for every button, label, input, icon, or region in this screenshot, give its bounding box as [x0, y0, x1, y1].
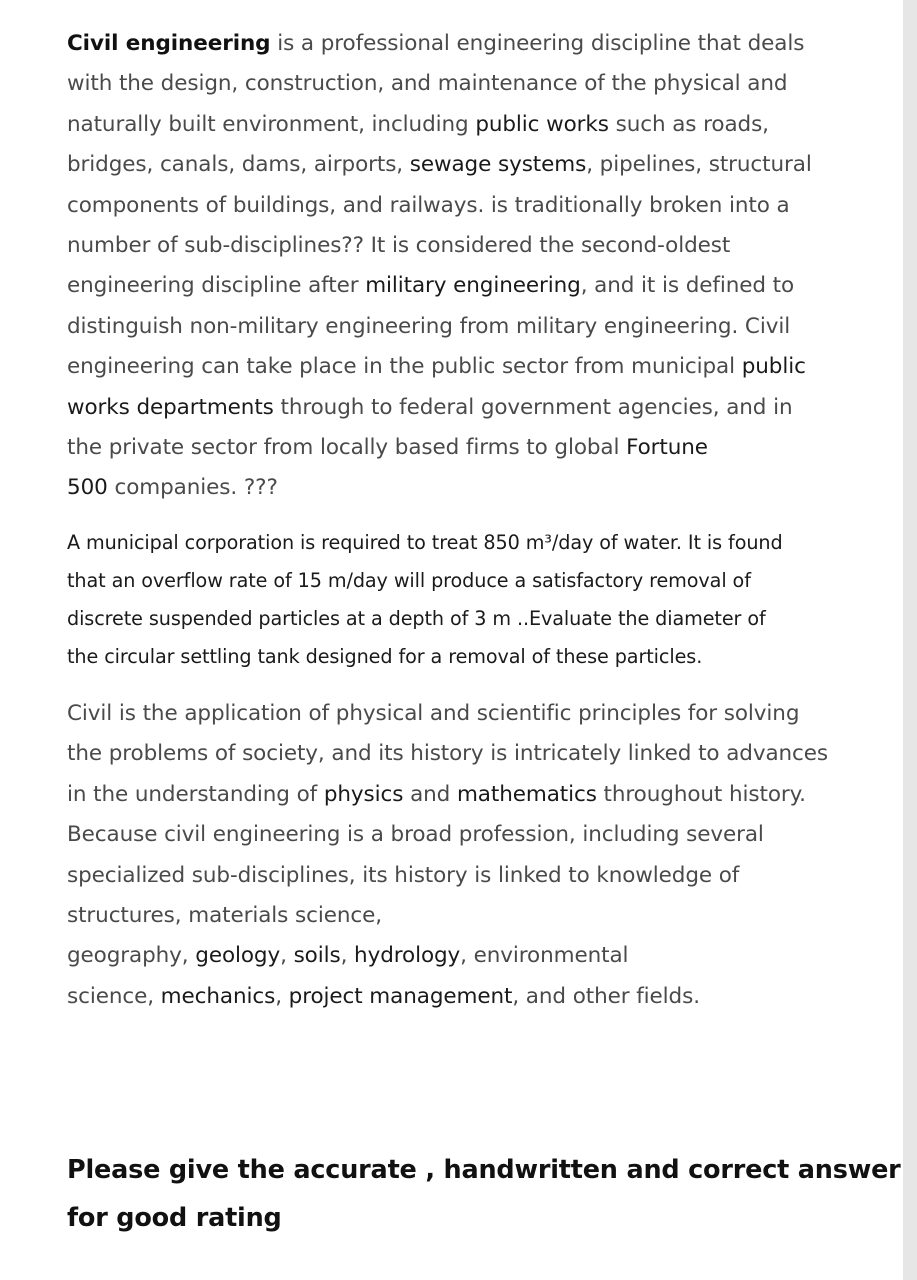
link-project-management[interactable]: project management — [288, 983, 513, 1009]
link-fortune-500-2[interactable]: 500 — [67, 475, 108, 501]
link-sewage-systems[interactable]: sewage systems — [409, 152, 587, 178]
link-physics[interactable]: physics — [323, 781, 404, 807]
link-public-works[interactable]: public works — [475, 111, 609, 137]
link-hydrology[interactable]: hydrology — [354, 943, 461, 969]
link-mechanics[interactable]: mechanics — [160, 983, 276, 1009]
answer-request: Please give the accurate , handwritten and correct answer for good rating — [67, 1155, 901, 1233]
link-fortune-500-1[interactable]: Fortune — [626, 435, 708, 461]
link-public-works-departments-2[interactable]: works departments — [67, 394, 274, 420]
civil-engineering-paragraph: Civil engineering is a professional engineering discipline that deals with the design, construction, and maintenance of the physical and naturally built environment, including public works such as roads, bridges, canals, dams, airports, sewage systems, pipelines, structural components of buildings, and railways. is traditionally broken into a number of sub-disciplines?? It is considered the second-oldest engineering discipline after military engineering, and it is defined to distinguish non-military engineering from military engineering. Civil engineering can take place in the public sector from municipal public works departments through to federal government agencies, and in the private sector from locally based firms to global Fortune 500 companies. ??? — [67, 31, 812, 501]
civil-history-paragraph: Civil is the application of physical and scientific principles for solving the problems of society, and its history is intricately linked to advances in the understanding of physics and mathematics throughout history. Because civil engineering is a broad profession, including several specialized sub-disciplines, its history is linked to knowledge of structures, materials science, geography, geology, soils, hydrology, environmental science, mechanics, project management, and other fields. — [67, 701, 828, 1009]
document-content — [67, 24, 901, 1233]
link-soils[interactable]: soils — [293, 943, 341, 969]
link-mathematics[interactable]: mathematics — [456, 781, 597, 807]
link-military-engineering[interactable]: military engineering — [365, 273, 581, 299]
scrollbar-track[interactable] — [903, 0, 917, 1280]
settling-tank-question: A municipal corporation is required to treat 850 m³/day of water. It is found that an overflow rate of 15 m/day will produce a satisfactory removal of discrete suspended particles at a depth of 3 m ..Evaluate the diameter of the circular settling tank designed for a removal of these particles. — [67, 531, 783, 668]
term-civil-engineering: Civil engineering — [67, 31, 271, 56]
link-geology[interactable]: geology — [195, 943, 281, 969]
link-public-works-departments-1[interactable]: public — [741, 354, 806, 380]
